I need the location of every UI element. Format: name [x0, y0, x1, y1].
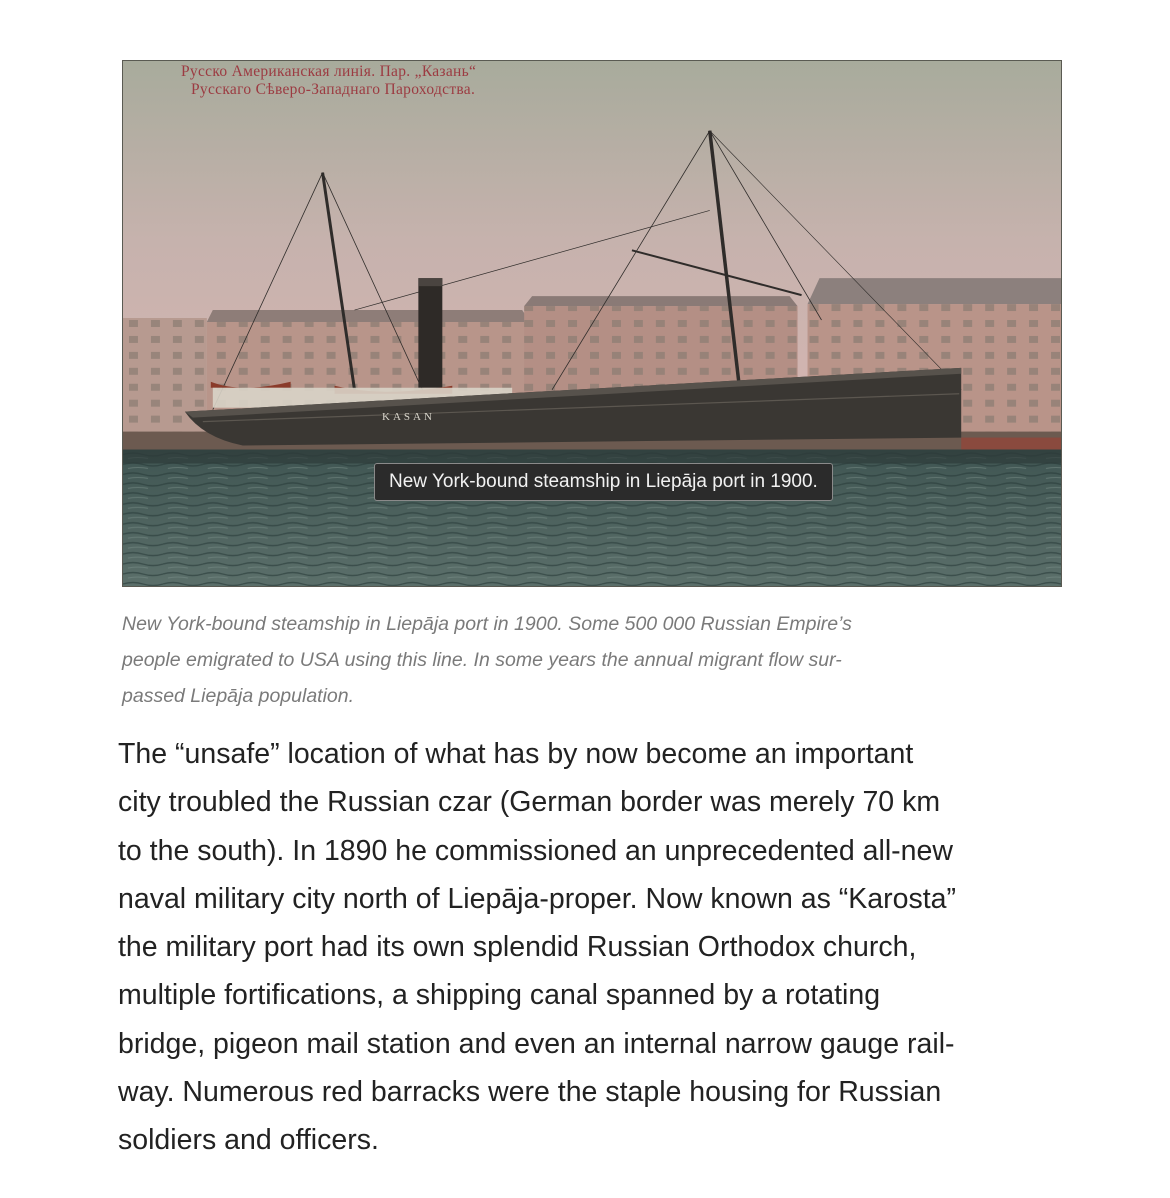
paragraph-line: The “unsafe” location of what has by now become an important: [118, 738, 914, 770]
paragraph-line: soldiers and officers.: [118, 1124, 379, 1157]
caption-line: New York-bound steamship in Liepāja port in 1900. Some 500 000 Russian Empire’s: [122, 613, 852, 635]
steamship-illustration: [123, 61, 1061, 586]
ship-funnel: [418, 278, 442, 388]
postcard-inscription: [181, 63, 476, 99]
paragraph-line: the military port had its own splendid Russian Orthodox church,: [118, 931, 917, 964]
ship-hull-name: KASAN: [382, 411, 435, 423]
paragraph-line: city troubled the Russian czar (German border was merely 70 km: [118, 786, 941, 819]
caption-line: people emigrated to USA using this line. In some years the annual migrant flow sur-: [122, 649, 842, 671]
paragraph-line: to the south). In 1890 he commissioned an unprecedented all-new: [118, 834, 953, 867]
postcard-inscription-line: Русскаго Сѣверо-Западнаго Пароходства.: [191, 81, 476, 98]
postcard-inscription-line: Русско Американская линія. Пар. „Казань“: [181, 63, 477, 80]
article-paragraph: [118, 730, 1078, 1165]
paragraph-line: multiple fortifications, a shipping canal spanned by a rotating: [118, 979, 881, 1012]
paragraph-line: way. Numerous red barracks were the staple housing for Russian: [118, 1076, 942, 1109]
caption-line: passed Liepāja population.: [122, 685, 355, 707]
article-figure: [122, 60, 1062, 587]
figure-caption: [122, 606, 1042, 714]
paragraph-line: bridge, pigeon mail station and even an internal narrow gauge rail-: [118, 1027, 955, 1060]
paragraph-line: naval military city north of Liepāja-proper. Now known as “Karosta”: [118, 882, 956, 915]
steamship-photo[interactable]: [122, 60, 1062, 587]
image-tooltip: New York-bound steamship in Liepāja port in 1900.: [374, 463, 833, 501]
